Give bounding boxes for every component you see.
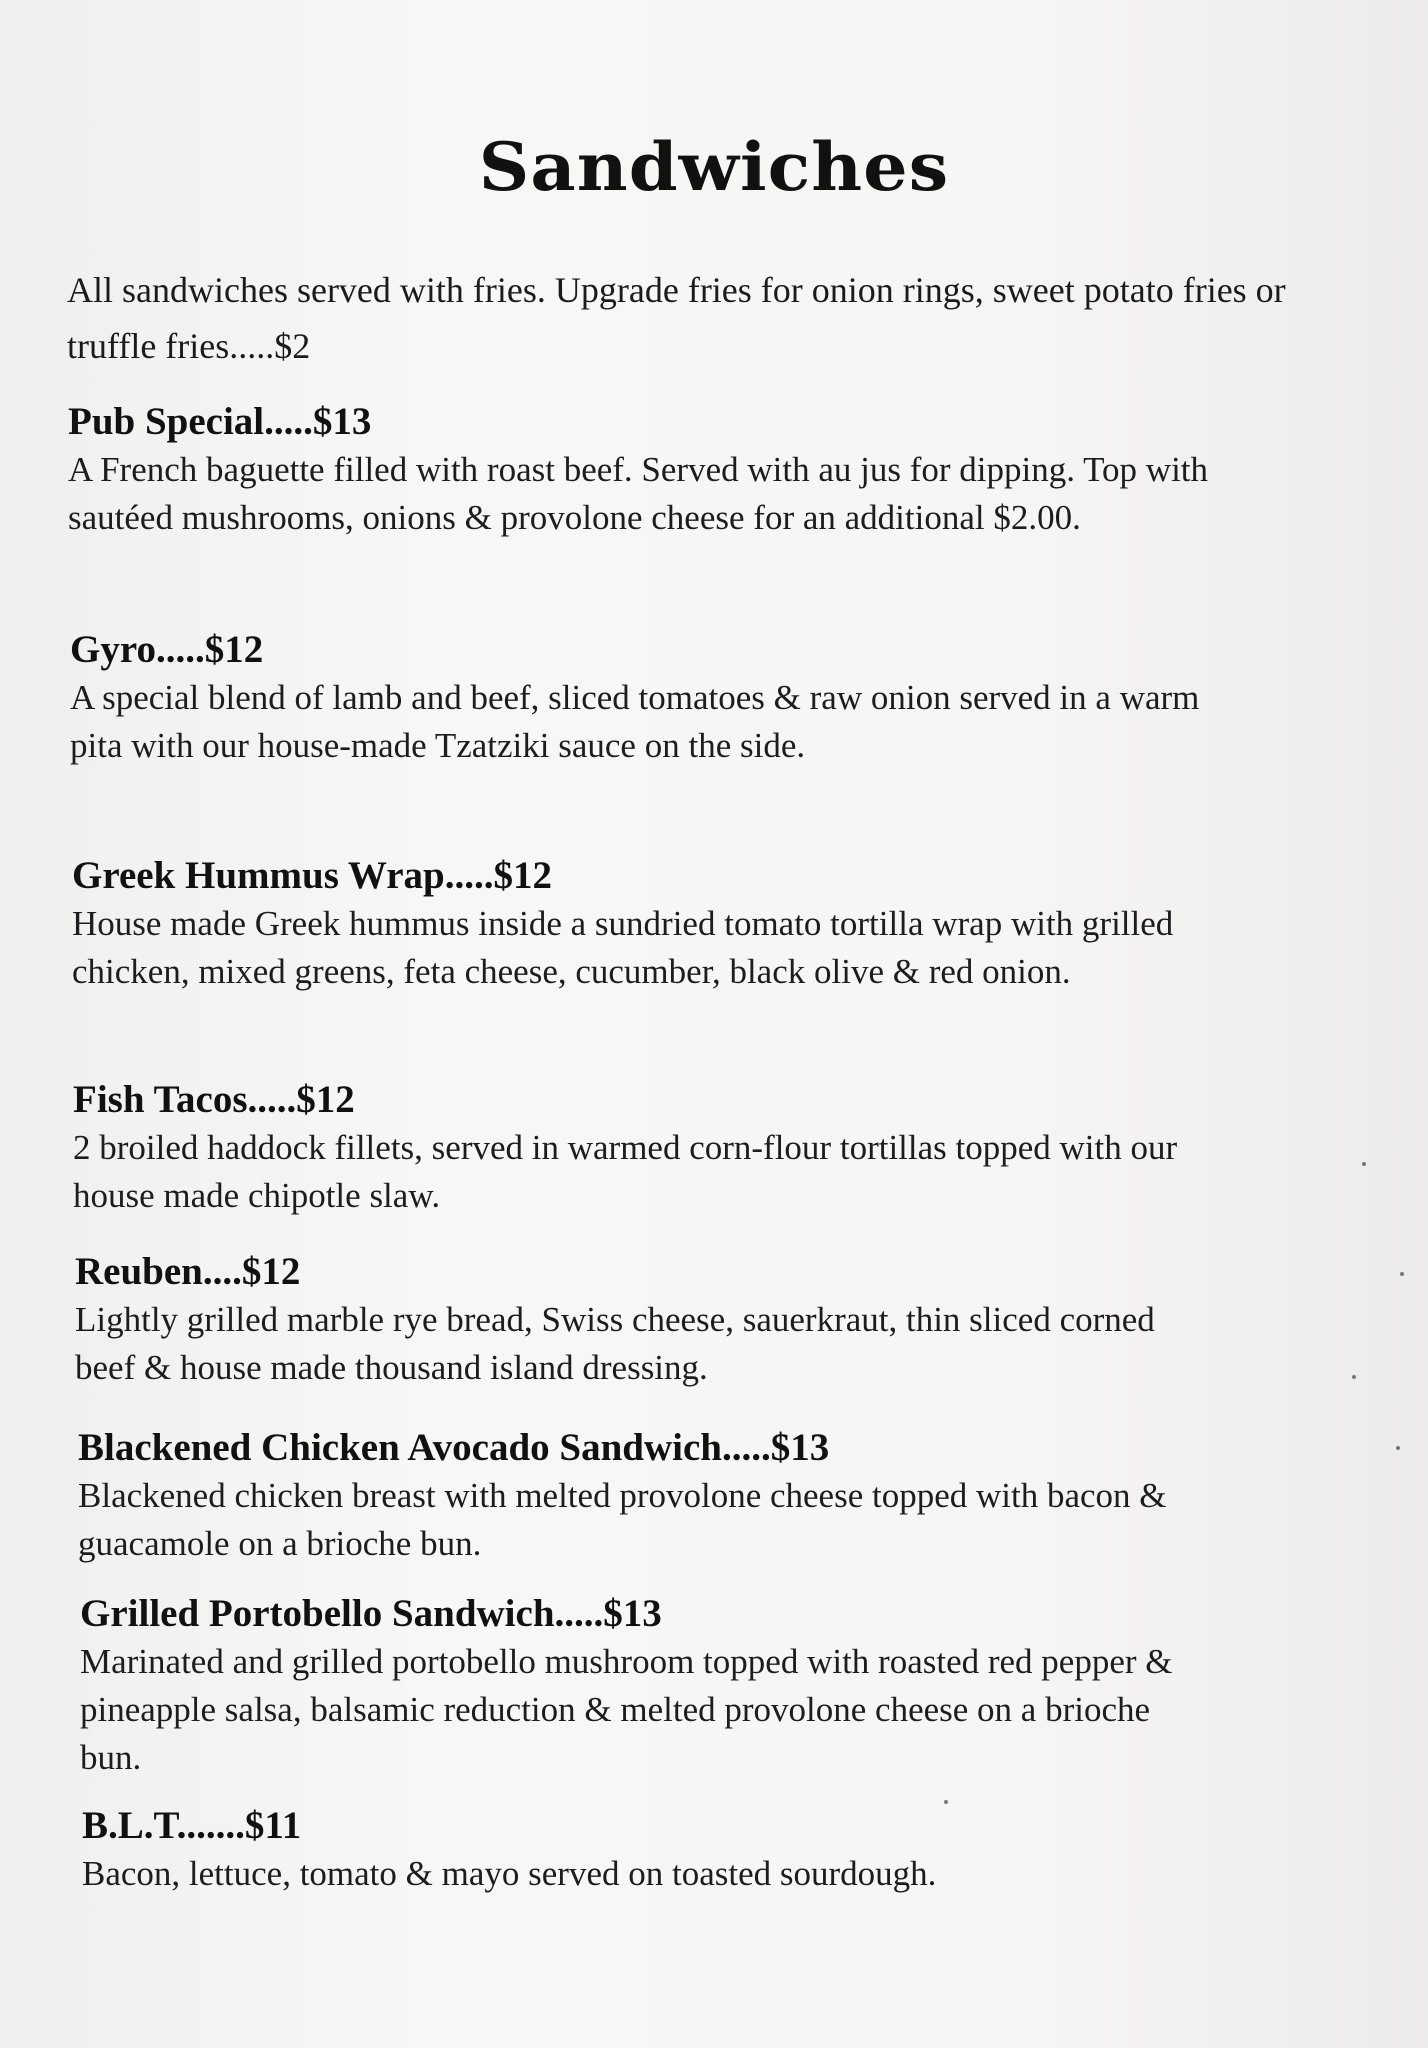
menu-item-gyro	[70, 626, 1300, 770]
paper-speck	[1362, 1162, 1366, 1166]
menu-intro: All sandwiches served with fries. Upgrade fries for onion rings, sweet potato fries or truffle fries.....$2	[67, 270, 1286, 366]
menu-item-pub-special	[68, 398, 1298, 542]
menu-title: Sandwiches	[478, 128, 950, 206]
menu-item-title: Blackened Chicken Avocado Sandwich.....$13	[78, 1426, 830, 1469]
menu-item-description: 2 broiled haddock fillets, served in warmed corn-flour tortillas topped with our house made chipotle slaw.	[73, 1128, 1178, 1215]
menu-item-title: Greek Hummus Wrap.....$12	[72, 854, 552, 897]
menu-item-description: Bacon, lettuce, tomato & mayo served on toasted sourdough.	[82, 1854, 937, 1893]
paper-speck	[944, 1800, 948, 1804]
menu-item-description: A French baguette filled with roast beef. Served with au jus for dipping. Top with sautéed mushrooms, onions & provolone cheese for an additional $2.00.	[68, 450, 1209, 537]
menu-item-description: Marinated and grilled portobello mushroom topped with roasted red pepper & pineapple salsa, balsamic reduction & melted provolone cheese on a brioche bun.	[80, 1642, 1173, 1777]
menu-item-title: Pub Special.....$13	[68, 400, 372, 443]
menu-item-description: A special blend of lamb and beef, sliced tomatoes & raw onion served in a warm pita with our house-made Tzatziki sauce on the side.	[70, 678, 1200, 765]
menu-item-description: House made Greek hummus inside a sundried tomato tortilla wrap with grilled chicken, mixed greens, feta cheese, cucumber, black olive & red onion.	[72, 904, 1174, 991]
menu-item-description: Lightly grilled marble rye bread, Swiss cheese, sauerkraut, thin sliced corned beef & house made thousand island dressing.	[75, 1300, 1155, 1387]
menu-item-blt	[82, 1802, 1312, 1898]
menu-item-fish-tacos	[73, 1076, 1303, 1220]
paper-speck	[1396, 1446, 1400, 1450]
menu-item-reuben	[75, 1248, 1305, 1392]
menu-item-description: Blackened chicken breast with melted provolone cheese topped with bacon & guacamole on a brioche bun.	[78, 1476, 1167, 1563]
menu-item-greek-hummus-wrap	[72, 852, 1302, 996]
menu-item-title: B.L.T.......$11	[82, 1804, 302, 1847]
menu-item-title: Reuben....$12	[75, 1250, 301, 1293]
menu-item-title: Grilled Portobello Sandwich.....$13	[80, 1592, 662, 1635]
menu-item-title: Gyro.....$12	[70, 628, 264, 671]
menu-item-grilled-portobello	[80, 1590, 1310, 1782]
paper-speck	[1400, 1272, 1404, 1276]
menu-item-title: Fish Tacos.....$12	[73, 1078, 355, 1121]
menu-item-blackened-chicken	[78, 1424, 1308, 1568]
paper-speck	[1352, 1375, 1356, 1379]
